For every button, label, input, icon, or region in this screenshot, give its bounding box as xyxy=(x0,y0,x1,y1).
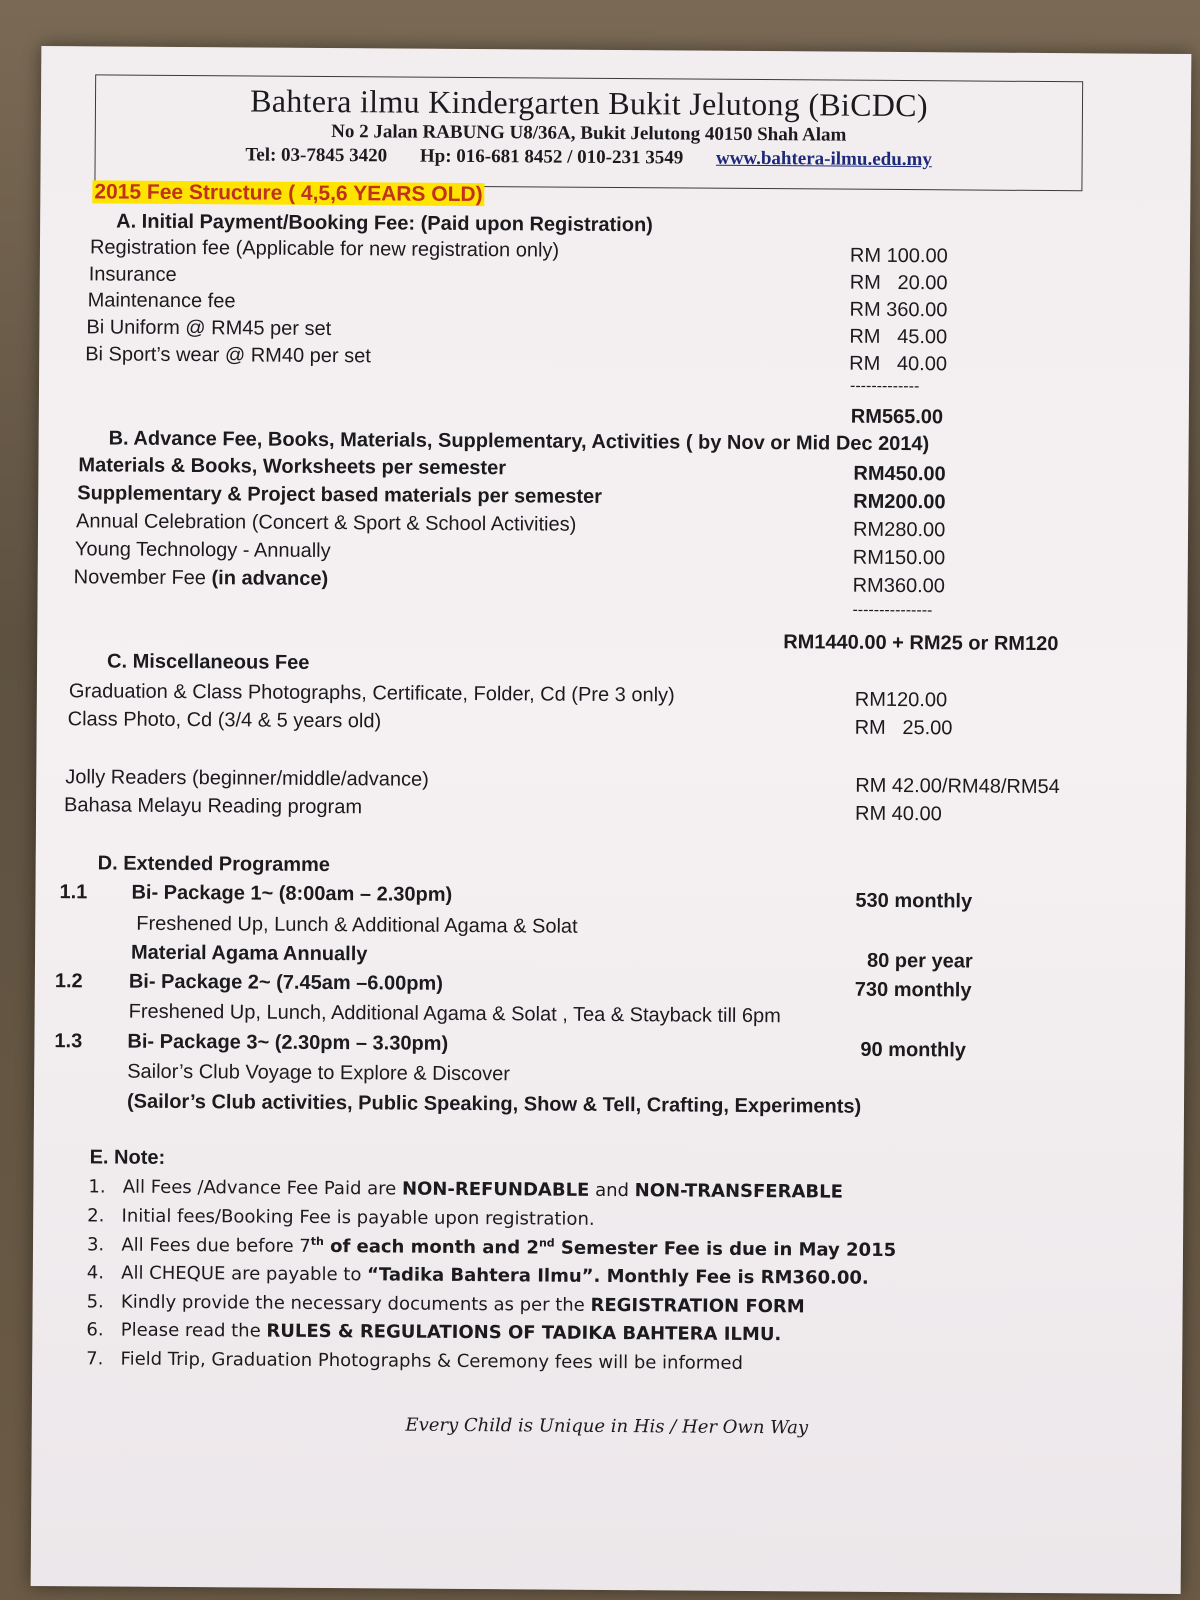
note-2: 2. Initial fees/Booking Fee is payable upon registration. xyxy=(87,1205,595,1230)
fee-item-amount: RM280.00 xyxy=(852,518,946,542)
school-name: Bahtera ilmu Kindergarten Bukit Jelutong (BiCDC) xyxy=(250,82,928,124)
note-3: 3. All Fees due before 7th of each month and 2nd Semester Fee is due in May 2015 xyxy=(86,1234,897,1262)
package-number: 1.1 xyxy=(59,881,88,904)
section-a-total: RM565.00 xyxy=(850,405,944,429)
fee-item-label: Graduation & Class Photographs, Certificate, Folder, Cd (Pre 3 only) xyxy=(68,680,675,707)
fee-item-label: Jolly Readers (beginner/middle/advance) xyxy=(65,766,429,791)
package-3-activities: (Sailor’s Club activities, Public Speaking, Show & Tell, Crafting, Experiments) xyxy=(126,1090,862,1118)
fee-item-label: Annual Celebration (Concert & Sport & School Activities) xyxy=(75,510,577,536)
fee-item-amount: RM450.00 xyxy=(853,462,946,486)
school-motto: Every Child is Unique in His / Her Own Way xyxy=(405,1414,809,1439)
fee-item-label: Class Photo, Cd (3/4 & 5 years old) xyxy=(67,708,382,733)
section-c-heading: C. Miscellaneous Fee xyxy=(107,650,310,674)
package-3-description: Sailor’s Club Voyage to Explore & Discover xyxy=(127,1060,511,1086)
fee-item-label: November Fee (in advance) xyxy=(73,566,329,591)
section-b-total: RM1440.00 + RM25 or RM120 xyxy=(783,631,1059,656)
note-7: 7. Field Trip, Graduation Photographs & Ceremony fees will be informed xyxy=(86,1348,744,1374)
package-number: 1.2 xyxy=(54,970,83,993)
fee-item-label: Materials & Books, Worksheets per semester xyxy=(78,454,507,480)
material-agama-label: Material Agama Annually xyxy=(130,941,368,966)
package-2-description: Freshened Up, Lunch, Additional Agama & Solat , Tea & Stayback till 6pm xyxy=(128,1000,781,1028)
fee-item-amount: RM200.00 xyxy=(853,490,946,514)
fee-item-label: Bi Sport’s wear @ RM40 per set xyxy=(85,343,371,368)
package-1-description: Freshened Up, Lunch & Additional Agama & Solat xyxy=(136,912,578,938)
fee-document xyxy=(31,46,1192,1594)
section-a-heading: A. Initial Payment/Booking Fee: (Paid upon Registration) xyxy=(116,210,653,237)
contact-line xyxy=(96,143,1082,172)
fee-item-label: Supplementary & Project based materials per semester xyxy=(77,482,603,508)
subtotal-divider: --------------- xyxy=(852,601,933,620)
fee-structure-title: 2015 Fee Structure ( 4,5,6 YEARS OLD) xyxy=(94,180,483,207)
fee-item-label: Bahasa Melayu Reading program xyxy=(64,794,363,819)
note-1: 1. All Fees /Advance Fee Paid are NON-REFUNDABLE and NON-TRANSFERABLE xyxy=(88,1176,843,1203)
package-number: 1.3 xyxy=(54,1030,83,1053)
subtotal-divider: ------------- xyxy=(849,377,920,396)
note-4: 4. All CHEQUE are payable to “Tadika Bahtera Ilmu”. Monthly Fee is RM360.00. xyxy=(86,1262,869,1289)
fee-item-amount: RM150.00 xyxy=(852,546,946,570)
telephone: Tel: 03-7845 3420 xyxy=(245,144,388,167)
school-address: No 2 Jalan RABUNG U8/36A, Bukit Jelutong 40150 Shah Alam xyxy=(331,121,847,146)
fee-item-label: Insurance xyxy=(88,263,177,286)
fee-item-amount: RM 45.00 xyxy=(849,325,948,349)
fee-item-amount: RM360.00 xyxy=(852,574,945,598)
fee-item-amount: RM 360.00 xyxy=(849,298,948,322)
fee-item-amount: RM 25.00 xyxy=(854,716,953,740)
website-link[interactable]: www.bahtera-ilmu.edu.my xyxy=(715,147,932,171)
fee-item-label: Bi Uniform @ RM45 per set xyxy=(86,316,332,341)
package-1-amount: 530 monthly xyxy=(855,889,973,913)
package-2-title: Bi- Package 2~ (7.45am –6.00pm) xyxy=(128,970,443,995)
fee-item-label: Young Technology - Annually xyxy=(74,538,331,563)
package-3-title: Bi- Package 3~ (2.30pm – 3.30pm) xyxy=(127,1030,449,1055)
note-5: 5. Kindly provide the necessary documents as per the REGISTRATION FORM xyxy=(86,1291,805,1318)
note-6: 6. Please read the RULES & REGULATIONS OF TADIKA BAHTERA ILMU. xyxy=(86,1319,782,1346)
notes-heading: E. Note: xyxy=(89,1146,166,1169)
fee-item-label: Registration fee (Applicable for new registration only) xyxy=(89,236,560,262)
fee-item-label: Maintenance fee xyxy=(87,289,236,313)
section-b-heading: B. Advance Fee, Books, Materials, Supplementary, Activities ( by Nov or Mid Dec 2014) xyxy=(108,427,930,456)
package-1-title: Bi- Package 1~ (8:00am – 2.30pm) xyxy=(131,881,453,906)
letterhead xyxy=(94,74,1083,191)
material-agama-amount: 80 per year xyxy=(866,949,973,973)
handphone: Hp: 016-681 8452 / 010-231 3549 xyxy=(419,145,684,169)
section-d-heading: D. Extended Programme xyxy=(97,852,331,877)
fee-item-amount: RM 20.00 xyxy=(849,271,948,295)
fee-item-amount: RM120.00 xyxy=(854,688,948,712)
fee-item-amount: RM 42.00/RM48/RM54 xyxy=(855,774,1060,799)
fee-item-amount: RM 100.00 xyxy=(849,244,948,268)
package-2-amount: 730 monthly xyxy=(854,978,972,1002)
package-3-amount: 90 monthly xyxy=(860,1038,967,1062)
fee-item-amount: RM 40.00 xyxy=(854,802,942,826)
fee-item-amount: RM 40.00 xyxy=(849,352,948,376)
